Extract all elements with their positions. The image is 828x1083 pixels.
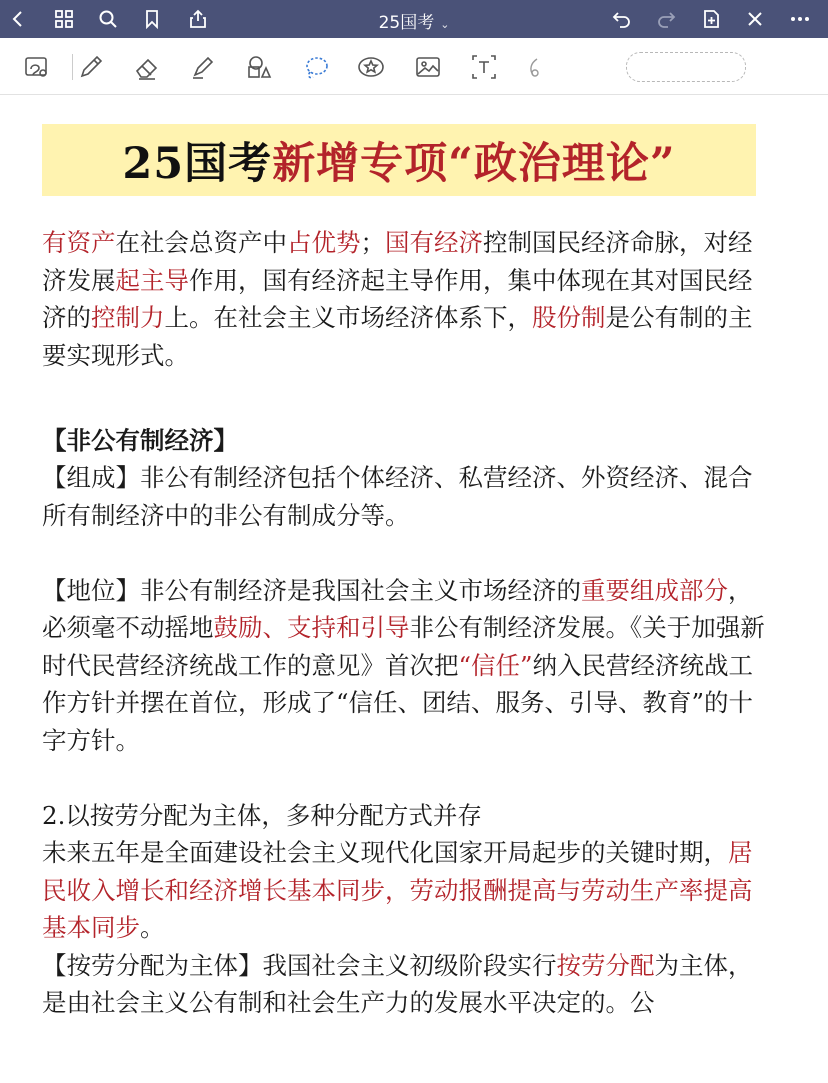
text-run: 是公有制的主要实现形式。: [42, 303, 753, 370]
text-run: 非公有制经济发展。《关于加强新时代民营经济统战工作的意见》首次把: [42, 613, 765, 680]
pen-icon[interactable]: [76, 52, 106, 82]
text-run: 控制力: [91, 303, 165, 332]
eraser-icon[interactable]: [132, 52, 162, 82]
banner-part-2: 新增专项“政治理论”: [272, 138, 676, 189]
more-icon[interactable]: [790, 9, 810, 29]
section-heading: 【非公有制经济】: [42, 425, 238, 455]
lasso-image-icon[interactable]: [22, 52, 52, 82]
text-run: ；: [360, 228, 385, 257]
text-run: 纳入民营经济统战工作方针并摆在首位，形成了“信任、团结、服务、引导、教育”的十字方针。: [42, 650, 754, 755]
text-box-icon[interactable]: [469, 52, 499, 82]
text-run: 在社会总资产中: [115, 228, 287, 257]
top-app-bar: [0, 0, 828, 38]
text-run: 控制国民经济命脉，对经济发展: [42, 228, 753, 295]
document-body: [42, 224, 772, 1022]
redo-icon[interactable]: [656, 9, 676, 29]
paragraph-1: [42, 224, 772, 374]
text-run: 居民收入增长和经济增长基本同步，劳动报酬提高与劳动生产率提高基本同步: [42, 838, 753, 942]
laser-pointer-icon[interactable]: [520, 52, 550, 82]
paragraph-7: [42, 947, 772, 1022]
text-run: 【地位】非公有制经济是我国社会主义市场经济的: [42, 575, 581, 605]
text-run: 国有经济: [385, 228, 483, 257]
shapes-icon[interactable]: [244, 52, 274, 82]
text-run: 股份制: [532, 303, 606, 332]
section-heading-2: 2.以按劳分配为主体，多种分配方式并存: [42, 800, 482, 830]
document-title-text: 25国考: [378, 13, 435, 33]
text-run: 重要组成部分: [581, 575, 728, 605]
image-icon[interactable]: [413, 52, 443, 82]
favorite-pens-slot[interactable]: [626, 52, 746, 82]
close-icon[interactable]: [745, 9, 765, 29]
text-run: “信任”: [458, 650, 533, 680]
paragraph-4: [42, 572, 772, 760]
sticker-icon[interactable]: [356, 52, 386, 82]
toolbar-divider: [72, 54, 73, 80]
page-banner: [42, 124, 756, 196]
paragraph-6: [42, 834, 772, 947]
text-run: ，必须毫不动摇地: [42, 575, 753, 642]
text-run: 上。在社会主义市场经济体系下，: [164, 303, 532, 332]
undo-icon[interactable]: [612, 9, 632, 29]
text-run: 【按劳分配为主体】我国社会主义初级阶段实行: [42, 950, 557, 980]
text-run: 按劳分配: [556, 950, 655, 980]
text-run: 有资产: [42, 228, 116, 257]
text-run: 起主导: [115, 265, 189, 295]
text-run: 作用，国有经济起主导作用，集中体现在其对国民经济的: [42, 265, 753, 332]
highlighter-icon[interactable]: [188, 52, 218, 82]
text-run: 占优势: [287, 228, 361, 257]
text-run: 。: [140, 913, 165, 942]
paragraph-3: 【组成】非公有制经济包括个体经济、私营经济、外资经济、混合所有制经济中的非公有制成分等。: [42, 463, 753, 530]
text-run: 未来五年是全面建设社会主义现代化国家开局起步的关键时期，: [42, 838, 728, 867]
add-page-icon[interactable]: [701, 9, 721, 29]
text-run: 为主体，是由社会主义公有制和社会生产力的发展水平决定的。公: [42, 950, 753, 1017]
banner-part-1: 25国考: [122, 138, 273, 189]
lasso-icon[interactable]: [300, 52, 330, 82]
chevron-down-icon: ⌄: [440, 18, 450, 31]
text-run: 鼓励、支持和引导: [213, 613, 410, 642]
